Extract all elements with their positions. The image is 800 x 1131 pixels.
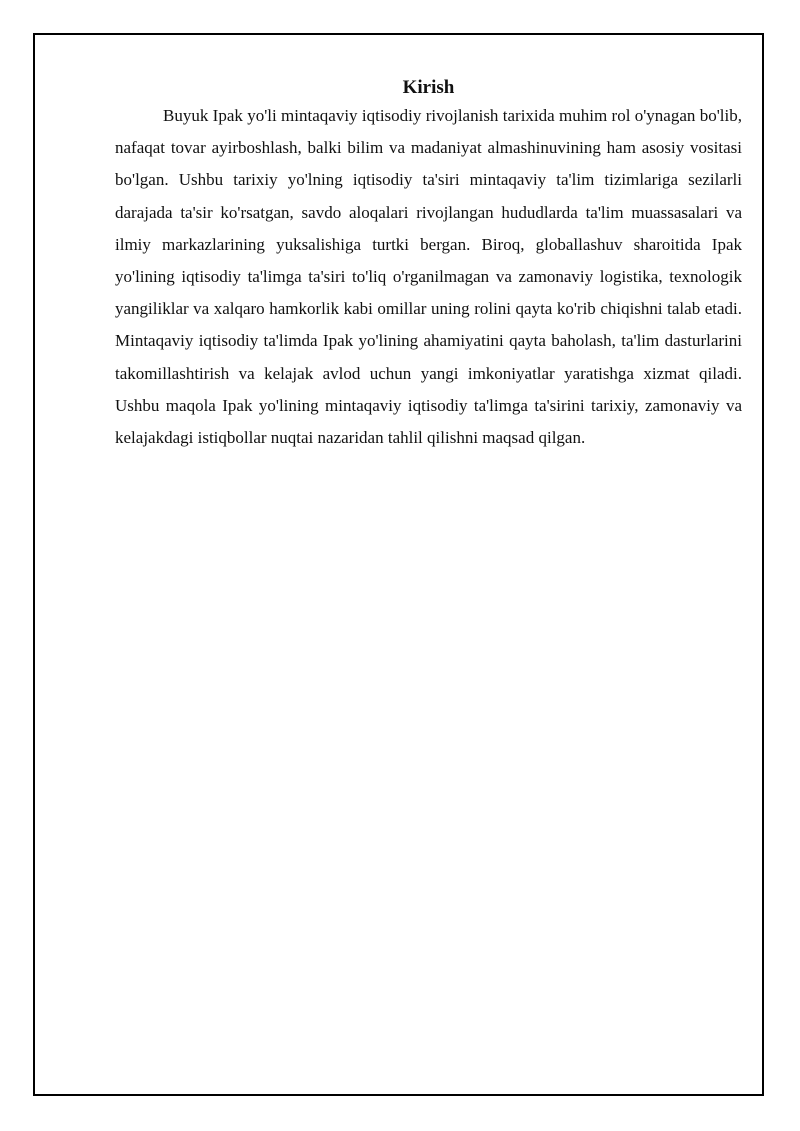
intro-paragraph: Buyuk Ipak yo'li mintaqaviy iqtisodiy rivojlanish tarixida muhim rol o'ynagan bo'lib, nafaqat tovar ayirboshlash, balki bilim va madaniyat almashinuvining ham asosiy vositasi bo'lgan. Ushbu tarixiy yo'lning iqtisodiy ta'siri mintaqaviy ta'lim tizimlariga sezilarli darajada ta'sir ko'rsatgan, savdo aloqalari rivojlangan hududlarda ta'lim muassasalari va ilmiy markazlarining yuksalishiga turtki bergan. Biroq, globallashuv sharoitida Ipak yo'lining iqtisodiy ta'limga ta'siri to'liq o'rganilmagan va zamonaviy logistika, texnologik yangiliklar va xalqaro hamkorlik kabi omillar uning rolini qayta ko'rib chiqishni talab etadi. Mintaqaviy iqtisodiy ta'limda Ipak yo'lining ahamiyatini qayta baholash, ta'lim dasturlarini takomillashtirish va kelajak avlod uchun yangi imkoniyatlar yaratishga xizmat qiladi. Ushbu maqola Ipak yo'lining mintaqaviy iqtisodiy ta'limga ta'sirini tarixiy, zamonaviy va kelajakdagi istiqbollar nuqtai nazaridan tahlil qilishni maqsad qilgan. [115,106,742,448]
section-title: Kirish [402,77,455,98]
document-body [115,75,742,454]
